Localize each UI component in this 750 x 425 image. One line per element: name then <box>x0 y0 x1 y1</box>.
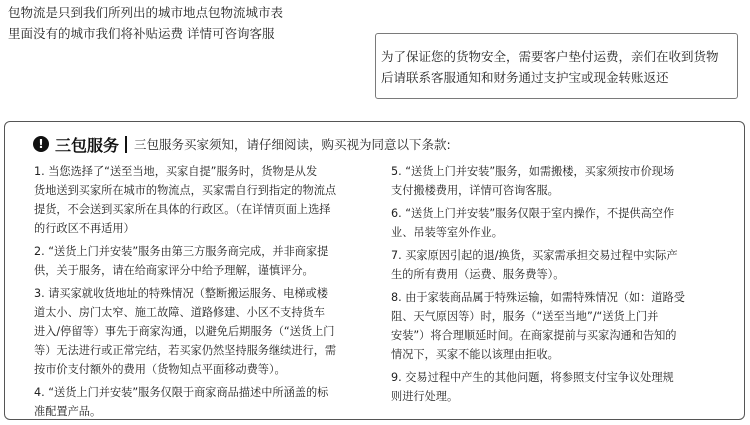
term-line: 准配置产品。 <box>34 405 102 418</box>
term-line: 进入/停留等）事先于商家沟通，以避免后期服务（“送货上门 <box>34 325 335 338</box>
term-line: 生的所有费用（运费、服务费等）。 <box>391 268 565 281</box>
service-title: 三包服务 <box>55 135 120 155</box>
term-item-1 <box>34 162 374 238</box>
term-item-4 <box>34 383 374 421</box>
title-divider <box>125 136 127 153</box>
term-line: 9. 交易过程中产生的其他问题，将参照支付宝争议处理规 <box>391 371 674 384</box>
term-line: 阻、天气原因等）时，服务（“送至当地”/“送货上门并 <box>391 310 659 323</box>
term-line: 5. “送货上门并安装”服务，如需搬楼，买家须按市价现场 <box>391 165 675 178</box>
logistics-notice-line: 包物流是只到我们所列出的城市地点包物流城市表 <box>8 5 284 20</box>
term-line: 4. “送货上门并安装”服务仅限于商家商品描述中所涵盖的标 <box>34 386 329 399</box>
service-header <box>33 134 451 154</box>
term-item-3 <box>34 284 374 379</box>
term-line: 业、吊装等室外作业。 <box>391 226 503 239</box>
term-line: 供，关于服务，请在给商家评分中给予理解，谨慎评分。 <box>34 264 314 277</box>
term-line: 6. “送货上门并安装”服务仅限于室内操作，不提供高空作 <box>391 207 675 220</box>
term-line: 安装”）将合理顺延时间。在商家提前与买家沟通和告知的 <box>391 329 677 342</box>
exclamation-icon: ! <box>33 136 49 152</box>
term-line: 8. 由于家装商品属于特殊运输，如需特殊情况（如：道路受 <box>391 291 685 304</box>
terms-column-right <box>391 162 721 410</box>
term-item-7 <box>391 246 721 284</box>
payment-notice-line: 后请联系客服通知和财务通过支护宝或现金转账返还 <box>381 70 669 85</box>
service-subtitle: 三包服务买家须知，请仔细阅读，购买视为同意以下条款: <box>134 137 451 152</box>
term-line: 等）无法进行或正常完结，若买家仍然坚持服务继续进行，需 <box>34 344 337 357</box>
term-item-9 <box>391 368 721 406</box>
term-line: 货地送到买家所在城市的物流点，买家需自行到指定的物流点 <box>34 184 337 197</box>
term-line: 支付搬楼费用，详情可咨询客服。 <box>391 184 559 197</box>
term-line: 提货，不会送到买家所在具体的行政区。（在详情页面上选择 <box>34 203 331 216</box>
service-terms-panel <box>4 121 745 420</box>
terms-column-left <box>34 162 374 425</box>
term-line: 则进行处理。 <box>391 390 459 403</box>
logistics-notice-line: 里面没有的城市我们将补贴运费 详情可咨询客服 <box>8 26 275 41</box>
term-line: 1. 当您选择了“送至当地，买家自提”服务时，货物是从发 <box>34 165 318 178</box>
term-line: 的行政区不再适用） <box>34 222 135 235</box>
payment-notice-line: 为了保证您的货物安全，需要客户垫付运费，亲们在收到货物 <box>381 49 719 64</box>
term-item-8 <box>391 288 721 364</box>
term-line: 道太小、房门太窄、施工故障、道路修建、小区不支持货车 <box>34 306 325 319</box>
term-line: 情况下，买家不能以该理由拒收。 <box>391 348 559 361</box>
term-item-6 <box>391 204 721 242</box>
term-item-2 <box>34 242 374 280</box>
term-line: 按市价支付额外的费用（货物知点平面移动费等）。 <box>34 363 286 376</box>
term-line: 3. 请买家就收货地址的特殊情况（整断搬运服务、电梯或楼 <box>34 287 328 300</box>
term-item-5 <box>391 162 721 200</box>
term-line: 2. “送货上门并安装”服务由第三方服务商完成，并非商家提 <box>34 245 329 258</box>
payment-notice-box <box>375 33 738 99</box>
term-line: 7. 买家原因引起的退/换货，买家需承担交易过程中实际产 <box>391 249 678 262</box>
logistics-notice <box>8 2 368 44</box>
